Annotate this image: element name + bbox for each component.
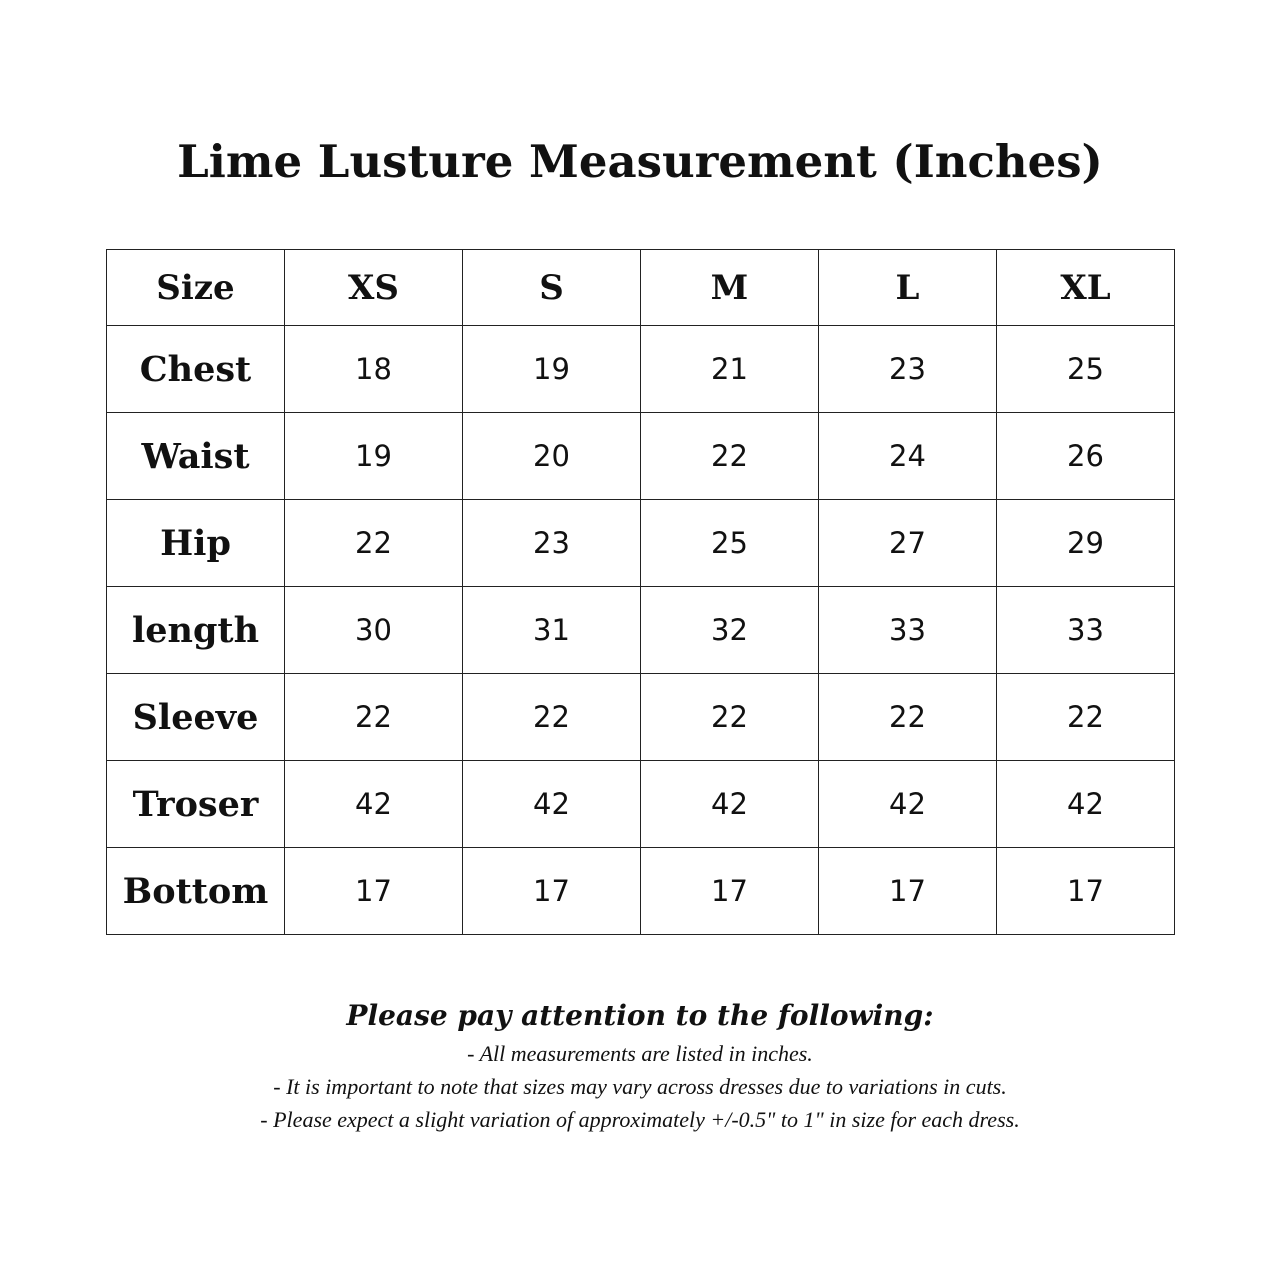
table-cell: 24 <box>819 413 997 500</box>
measurement-table <box>106 249 1175 935</box>
table-cell: 27 <box>819 500 997 587</box>
table-cell: 22 <box>819 674 997 761</box>
table-cell: 31 <box>463 587 641 674</box>
note-line: - It is important to note that sizes may vary across dresses due to variations in cuts. <box>273 1074 1007 1099</box>
table-cell: 42 <box>819 761 997 848</box>
header-cell-l: L <box>819 250 997 326</box>
table-cell: 25 <box>997 326 1175 413</box>
table-row <box>107 326 1175 413</box>
header-cell-xl: XL <box>997 250 1175 326</box>
table-cell: 17 <box>641 848 819 935</box>
table-cell: 33 <box>997 587 1175 674</box>
table-cell: 30 <box>285 587 463 674</box>
table-cell: 25 <box>641 500 819 587</box>
table-cell: 17 <box>285 848 463 935</box>
table-row <box>107 674 1175 761</box>
table-cell: 19 <box>285 413 463 500</box>
table-cell: 22 <box>285 674 463 761</box>
header-cell-s: S <box>463 250 641 326</box>
table-row <box>107 587 1175 674</box>
header-cell-xs: XS <box>285 250 463 326</box>
row-label-chest: Chest <box>107 326 285 413</box>
header-cell-m: M <box>641 250 819 326</box>
table-cell: 42 <box>997 761 1175 848</box>
table-cell: 42 <box>285 761 463 848</box>
table-cell: 17 <box>819 848 997 935</box>
table-cell: 23 <box>463 500 641 587</box>
row-label-bottom: Bottom <box>107 848 285 935</box>
notes-section <box>0 995 1280 1136</box>
table-cell: 23 <box>819 326 997 413</box>
row-label-sleeve: Sleeve <box>107 674 285 761</box>
page-title: Lime Lusture Measurement (Inches) <box>177 135 1103 188</box>
table-cell: 19 <box>463 326 641 413</box>
row-label-waist: Waist <box>107 413 285 500</box>
table-cell: 22 <box>285 500 463 587</box>
row-label-hip: Hip <box>107 500 285 587</box>
table-cell: 42 <box>463 761 641 848</box>
table-cell: 17 <box>463 848 641 935</box>
table-row <box>107 848 1175 935</box>
table-cell: 21 <box>641 326 819 413</box>
table-cell: 26 <box>997 413 1175 500</box>
table-cell: 32 <box>641 587 819 674</box>
notes-heading: Please pay attention to the following: <box>346 999 934 1032</box>
table-cell: 22 <box>997 674 1175 761</box>
table-header-row <box>107 250 1175 326</box>
row-label-troser: Troser <box>107 761 285 848</box>
table-row <box>107 761 1175 848</box>
table-cell: 42 <box>641 761 819 848</box>
table-cell: 17 <box>997 848 1175 935</box>
table-cell: 22 <box>463 674 641 761</box>
table-cell: 18 <box>285 326 463 413</box>
table-cell: 29 <box>997 500 1175 587</box>
header-cell-size: Size <box>107 250 285 326</box>
note-line: - All measurements are listed in inches. <box>467 1041 813 1066</box>
table-cell: 33 <box>819 587 997 674</box>
table-cell: 22 <box>641 413 819 500</box>
table-cell: 22 <box>641 674 819 761</box>
row-label-length: length <box>107 587 285 674</box>
table-row <box>107 413 1175 500</box>
table-row <box>107 500 1175 587</box>
table-cell: 20 <box>463 413 641 500</box>
note-line: - Please expect a slight variation of approximately +/-0.5" to 1" in size for each dress. <box>260 1107 1020 1132</box>
